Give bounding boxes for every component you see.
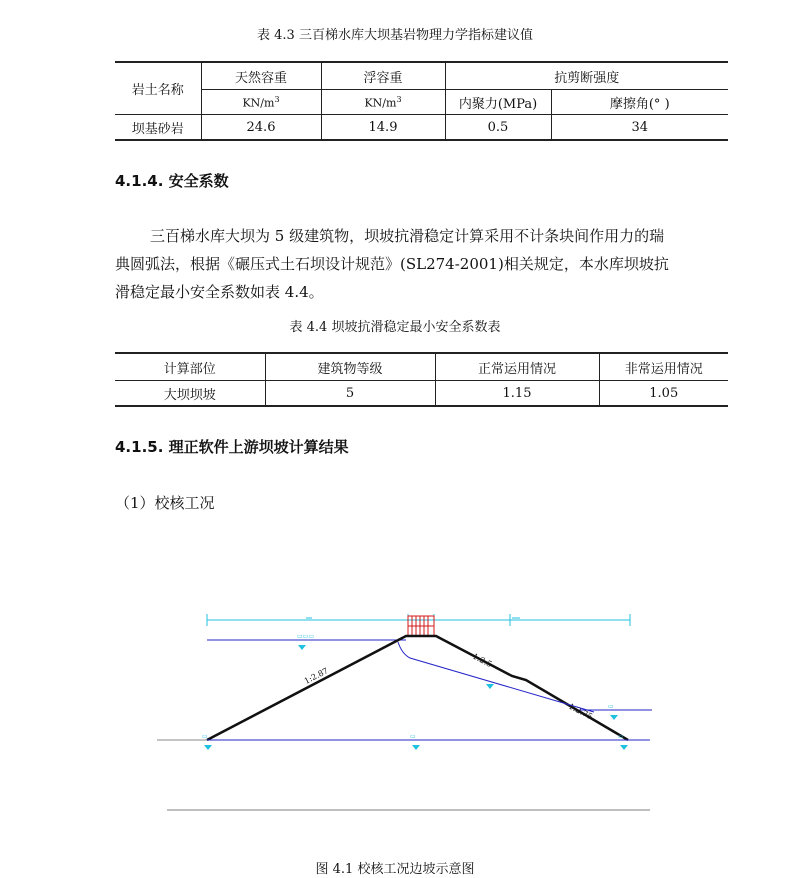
col-header-abnormal: 非常运用情况 [599, 353, 728, 381]
subheading-check-condition: （1）校核工况 [115, 494, 215, 512]
figure-caption: 图 4.1 校核工况边坡示意图 [315, 862, 475, 877]
table-4-4 [115, 352, 728, 407]
section-heading-4-1-4: 4.1.4. 安全系数 [115, 172, 229, 190]
cell-natural-density: 24.6 [201, 115, 321, 141]
cell-cohesion: 0.5 [445, 115, 551, 141]
dam-slope-diagram [0, 600, 790, 820]
table-4-3-caption: 表 4.3 三百梯水库大坝基岩物理力学指标建议值 [257, 28, 533, 43]
paragraph-line-1: 三百梯水库大坝为 5 级建筑物，坝坡抗滑稳定计算采用不计条块间作用力的瑞 [150, 227, 665, 245]
col-header-name: 岩土名称 [115, 62, 201, 115]
col-header-location: 计算部位 [115, 353, 265, 381]
water-level-marker [298, 645, 306, 650]
unit-buoyant-density: $KN/m^3$ [321, 90, 445, 115]
cell-buoyant-density: 14.9 [321, 115, 445, 141]
cell-normal: 1.15 [435, 381, 599, 407]
table-4-3 [115, 61, 728, 141]
svg-text:▭: ▭ [410, 733, 416, 740]
unit-natural-density: $KN/m^3$ [201, 90, 321, 115]
cell-friction: 34 [551, 115, 728, 141]
paragraph-line-3: 滑稳定最小安全系数如表 4.4。 [115, 283, 324, 301]
col-header-natural-density: 天然容重 [201, 62, 321, 90]
svg-text:▭▭▭: ▭▭▭ [297, 633, 315, 640]
table-4-4-caption: 表 4.4 坝坡抗滑稳定最小安全系数表 [289, 320, 501, 335]
svg-text:▭: ▭ [608, 703, 614, 710]
upstream-slope-label: 1:2.87 [302, 666, 330, 686]
downstream-lower-slope-label: 1:2.75 [567, 701, 594, 722]
svg-text:▭: ▭ [618, 733, 624, 740]
cell-abnormal: 1.05 [599, 381, 728, 407]
cell-location: 大坝坝坡 [115, 381, 265, 407]
body-paragraph [115, 222, 725, 306]
col-header-buoyant-density: 浮容重 [321, 62, 445, 90]
col-header-cohesion: 内聚力(MPa) [445, 90, 551, 115]
paragraph-line-2: 典圆弧法，根据《碾压式土石坝设计规范》(SL274-2001)相关规定，本水库坝坡抗 [115, 255, 669, 273]
cell-rock-name: 坝基砂岩 [115, 115, 201, 141]
cell-grade: 5 [265, 381, 435, 407]
section-heading-4-1-5: 4.1.5. 理正软件上游坝坡计算结果 [115, 438, 349, 456]
col-header-normal: 正常运用情况 [435, 353, 599, 381]
col-header-grade: 建筑物等级 [265, 353, 435, 381]
col-header-shear-strength: 抗剪断强度 [445, 62, 728, 90]
col-header-friction: 摩擦角(° ) [551, 90, 728, 115]
table-row [115, 115, 728, 141]
dam-outline [207, 636, 628, 740]
svg-text:▭: ▭ [202, 733, 208, 740]
table-row [115, 381, 728, 407]
downstream-upper-slope-label: 1:2.5 [471, 651, 494, 670]
